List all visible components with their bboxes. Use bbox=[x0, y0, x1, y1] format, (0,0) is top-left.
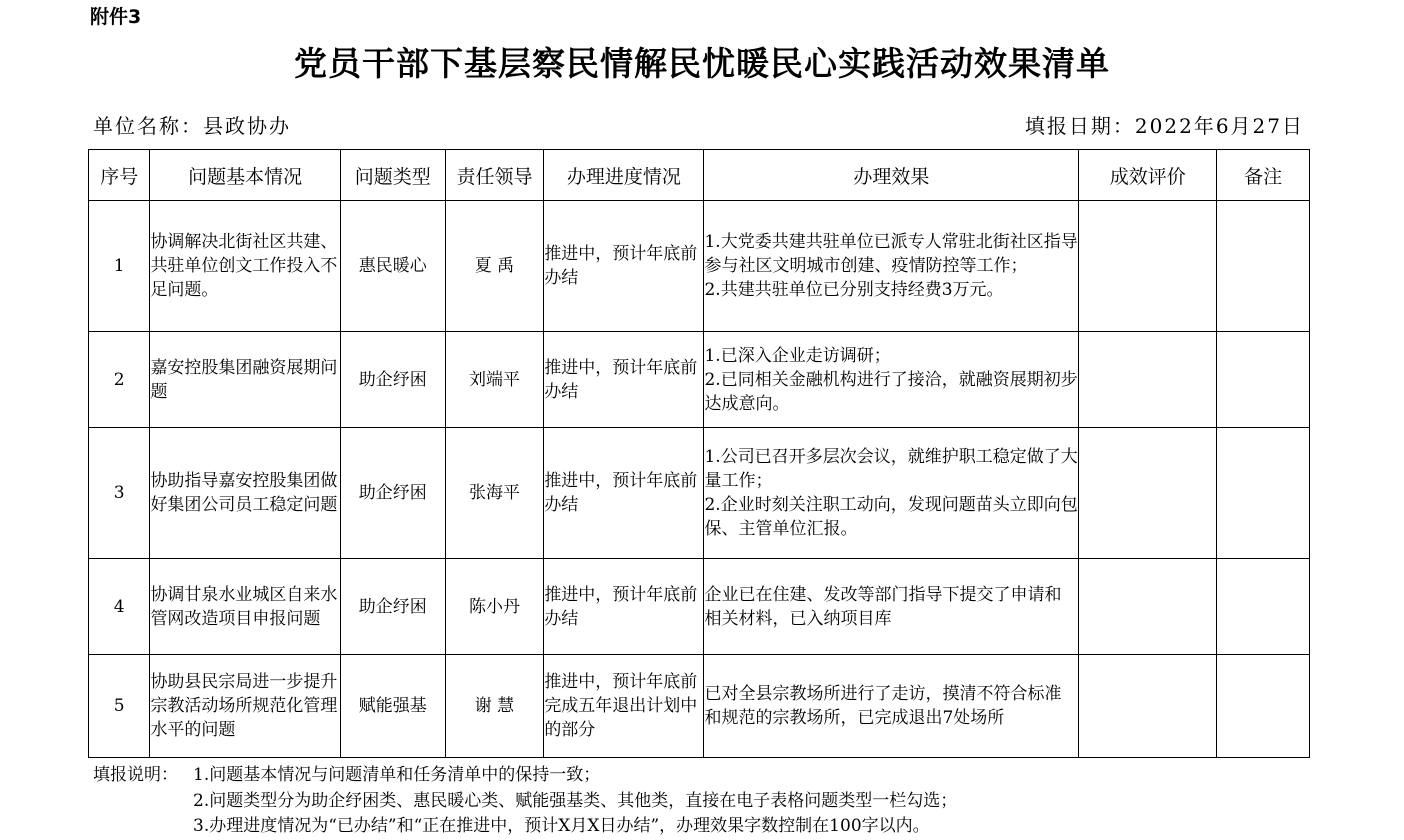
cell-issue: 协助指导嘉安控股集团做好集团公司员工稳定问题 bbox=[150, 428, 340, 559]
note-row bbox=[93, 814, 957, 840]
report-date: 填报日期：2022年6月27日 bbox=[1024, 114, 1304, 138]
cell-remark bbox=[1217, 332, 1310, 428]
effect-line: 2.共建共驻单位已分别支持经费3万元。 bbox=[704, 280, 1004, 300]
cell-leader: 刘端平 bbox=[445, 332, 544, 428]
cell-type: 助企纾困 bbox=[340, 332, 445, 428]
effect-line: 2.已同相关金融机构进行了接洽，就融资展期初步达成意向。 bbox=[704, 369, 1078, 414]
note-row bbox=[93, 789, 957, 815]
table-row bbox=[89, 201, 1310, 332]
col-header-evaluation: 成效评价 bbox=[1079, 150, 1217, 201]
table-row bbox=[89, 559, 1310, 655]
cell-effect bbox=[704, 201, 1079, 332]
cell-leader: 陈小丹 bbox=[445, 559, 544, 655]
cell-no: 5 bbox=[89, 655, 150, 758]
page-title: 党员干部下基层察民情解民忧暖民心实践活动效果清单 bbox=[294, 44, 1110, 83]
cell-type: 助企纾困 bbox=[340, 428, 445, 559]
cell-no: 2 bbox=[89, 332, 150, 428]
effect-line: 1.公司已召开多层次会议，就维护职工稳定做了大量工作； bbox=[704, 447, 1078, 491]
cell-type: 助企纾困 bbox=[340, 559, 445, 655]
cell-effect bbox=[704, 655, 1079, 758]
note-item: 3.办理进度情况为“已办结”和“正在推进中，预计X月X日办结”，办理效果字数控制在100字以内。 bbox=[193, 816, 930, 836]
cell-evaluation bbox=[1079, 201, 1217, 332]
cell-evaluation bbox=[1079, 332, 1217, 428]
cell-progress: 推进中，预计年底前办结 bbox=[544, 201, 704, 332]
table-row bbox=[89, 428, 1310, 559]
col-header-no: 序号 bbox=[89, 150, 150, 201]
cell-leader: 夏 禹 bbox=[445, 201, 544, 332]
note-item: 1.问题基本情况与问题清单和任务清单中的保持一致； bbox=[193, 765, 601, 785]
cell-no: 4 bbox=[89, 559, 150, 655]
cell-remark bbox=[1217, 655, 1310, 758]
cell-effect bbox=[704, 332, 1079, 428]
table-header-row bbox=[89, 150, 1310, 201]
cell-issue: 协调解决北街社区共建、共驻单位创文工作投入不足问题。 bbox=[150, 201, 340, 332]
cell-evaluation bbox=[1079, 655, 1217, 758]
cell-progress: 推进中，预计年底前办结 bbox=[544, 428, 704, 559]
note-row bbox=[93, 763, 957, 789]
cell-type: 赋能强基 bbox=[340, 655, 445, 758]
cell-evaluation bbox=[1079, 559, 1217, 655]
effect-line: 1.大党委共建共驻单位已派专人常驻北街社区指导参与社区文明城市创建、疫情防控等工作； bbox=[704, 232, 1078, 276]
table-row bbox=[89, 332, 1310, 428]
cell-effect bbox=[704, 559, 1079, 655]
attachment-label: 附件3 bbox=[90, 6, 142, 28]
col-header-type: 问题类型 bbox=[340, 150, 445, 201]
col-header-leader: 责任领导 bbox=[445, 150, 544, 201]
effect-line: 已对全县宗教场所进行了走访，摸清不符合标准和规范的宗教场所，已完成退出7处场所 bbox=[704, 684, 1062, 728]
cell-issue: 协调甘泉水业城区自来水管网改造项目申报问题 bbox=[150, 559, 340, 655]
cell-issue: 嘉安控股集团融资展期问题 bbox=[150, 332, 340, 428]
cell-evaluation bbox=[1079, 428, 1217, 559]
unit-name: 单位名称：县政协办 bbox=[93, 114, 291, 138]
col-header-progress: 办理进度情况 bbox=[544, 150, 704, 201]
note-item: 2.问题类型分为助企纾困类、惠民暖心类、赋能强基类、其他类，直接在电子表格问题类型一栏勾选； bbox=[193, 790, 958, 811]
cell-remark bbox=[1217, 428, 1310, 559]
filling-notes bbox=[93, 763, 957, 840]
cell-progress: 推进中，预计年底前办结 bbox=[544, 559, 704, 655]
effect-line: 1.已深入企业走访调研； bbox=[704, 345, 891, 366]
notes-label: 填报说明： bbox=[93, 765, 178, 785]
cell-progress: 推进中，预计年底前完成五年退出计划中的部分 bbox=[544, 655, 704, 758]
cell-type: 惠民暖心 bbox=[340, 201, 445, 332]
cell-issue: 协助县民宗局进一步提升宗教活动场所规范化管理水平的问题 bbox=[150, 655, 340, 758]
col-header-effect: 办理效果 bbox=[704, 150, 1079, 201]
cell-progress: 推进中，预计年底前办结 bbox=[544, 332, 704, 428]
cell-leader: 谢 慧 bbox=[445, 655, 544, 758]
cell-remark bbox=[1217, 201, 1310, 332]
effect-line: 企业已在住建、发改等部门指导下提交了申请和相关材料，已入纳项目库 bbox=[704, 584, 1062, 629]
cell-no: 1 bbox=[89, 201, 150, 332]
effect-line: 2.企业时刻关注职工动向，发现问题苗头立即向包保、主管单位汇报。 bbox=[704, 495, 1078, 539]
cell-effect bbox=[704, 428, 1079, 559]
table-row bbox=[89, 655, 1310, 758]
col-header-issue: 问题基本情况 bbox=[150, 150, 340, 201]
cell-leader: 张海平 bbox=[445, 428, 544, 559]
cell-remark bbox=[1217, 559, 1310, 655]
effect-table bbox=[88, 149, 1310, 758]
col-header-remark: 备注 bbox=[1217, 150, 1310, 201]
cell-no: 3 bbox=[89, 428, 150, 559]
